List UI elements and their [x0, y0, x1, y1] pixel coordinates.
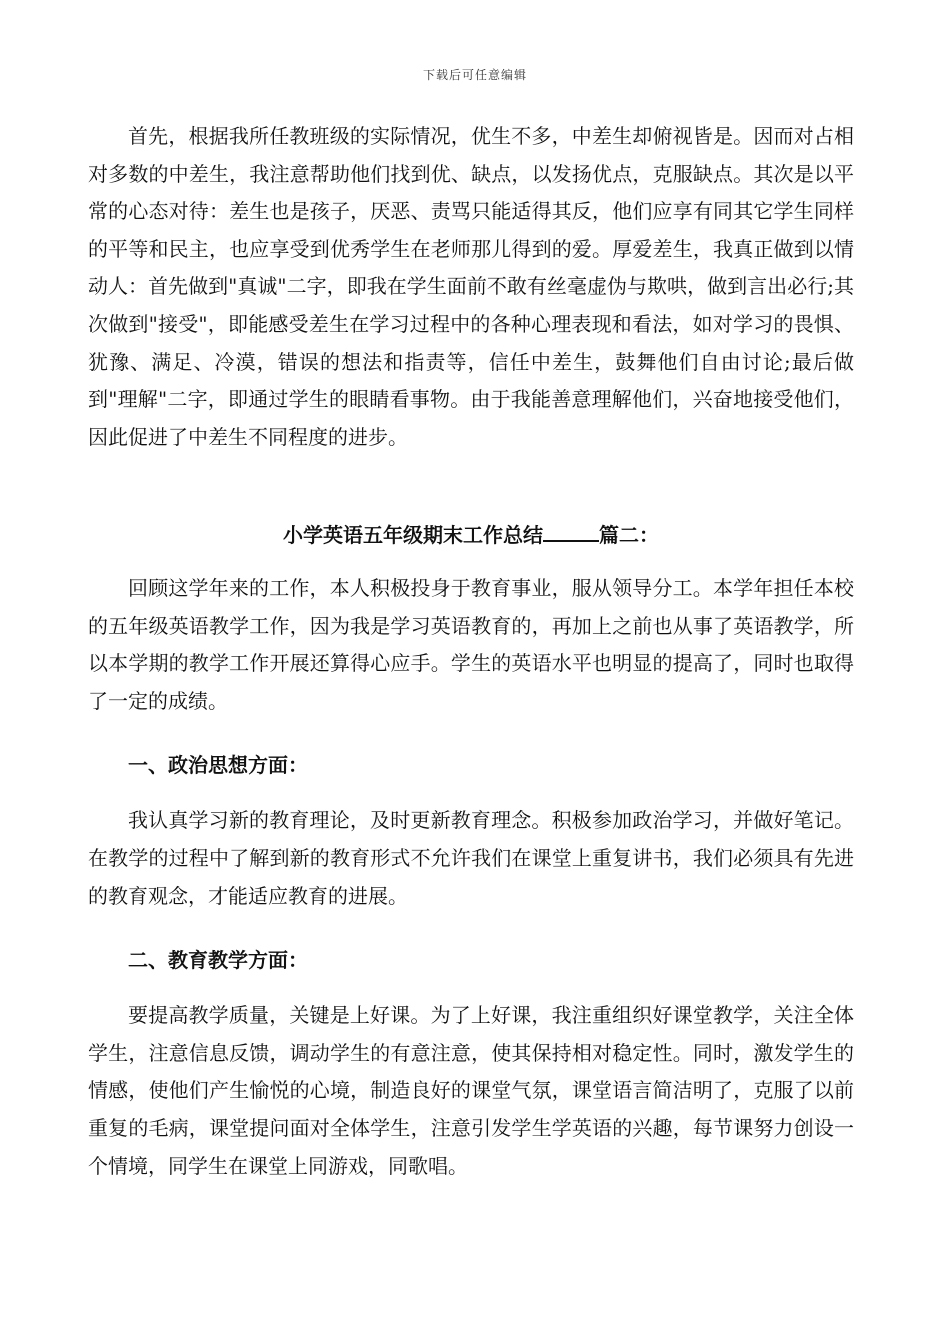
title-blank-underline	[543, 522, 599, 542]
title-prefix: 小学英语五年级期末工作总结	[283, 523, 543, 547]
page-header-watermark: 下载后可任意编辑	[422, 68, 527, 82]
paragraph-2: 回顾这学年来的工作，本人积极投身于教育事业，服从领导分工。本学年担任本校的五年级英语教学工作，因为我是学习英语教育的，再加上之前也从事了英语教学，所以本学期的教学工作开展还算得心应手。学生的英语水平也明显的提高了，同时也取得了一定的成绩。	[88, 576, 854, 713]
section-title	[88, 518, 854, 552]
heading-education-teaching: 二、教育教学方面：	[128, 948, 308, 973]
title-suffix: 篇二：	[599, 523, 659, 547]
paragraph-1: 首先，根据我所任教班级的实际情况，优生不多，中差生却俯视皆是。因而对占相对多数的中差生，我注意帮助他们找到优、缺点，以发扬优点，克服缺点。其次是以平常的心态对待：差生也是孩子，厌恶、责骂只能适得其反，他们应享有同其它学生同样的平等和民主，也应享受到优秀学生在老师那儿得到的爱。厚爱差生，我真正做到以情动人：首先做到"真诚"二字，即我在学生面前不敢有丝毫虚伪与欺哄，做到言出必行;其次做到"接受"，即能感受差生在学习过程中的各种心理表现和看法，如对学习的畏惧、犹豫、满足、冷漠，错误的想法和指责等，信任中差生，鼓舞他们自由讨论;最后做到"理解"二字，即通过学生的眼睛看事物。由于我能善意理解他们，兴奋地接受他们，因此促进了中差生不同程度的进步。	[88, 124, 854, 449]
heading-political-thought: 一、政治思想方面：	[128, 753, 308, 778]
paragraph-3: 我认真学习新的教育理论，及时更新教育理念。积极参加政治学习，并做好笔记。在教学的过程中了解到新的教育形式不允许我们在课堂上重复讲书，我们必须具有先进的教育观念，才能适应教育的进展。	[88, 808, 854, 908]
paragraph-4: 要提高教学质量，关键是上好课。为了上好课，我注重组织好课堂教学，关注全体学生，注意信息反馈，调动学生的有意注意，使其保持相对稳定性。同时，激发学生的情感，使他们产生愉悦的心境，制造良好的课堂气氛，课堂语言简洁明了，克服了以前重复的毛病，课堂提问面对全体学生，注意引发学生学英语的兴趣，每节课努力创设一个情境，同学生在课堂上同游戏，同歌唱。	[88, 1003, 854, 1178]
document-body	[88, 118, 854, 1185]
